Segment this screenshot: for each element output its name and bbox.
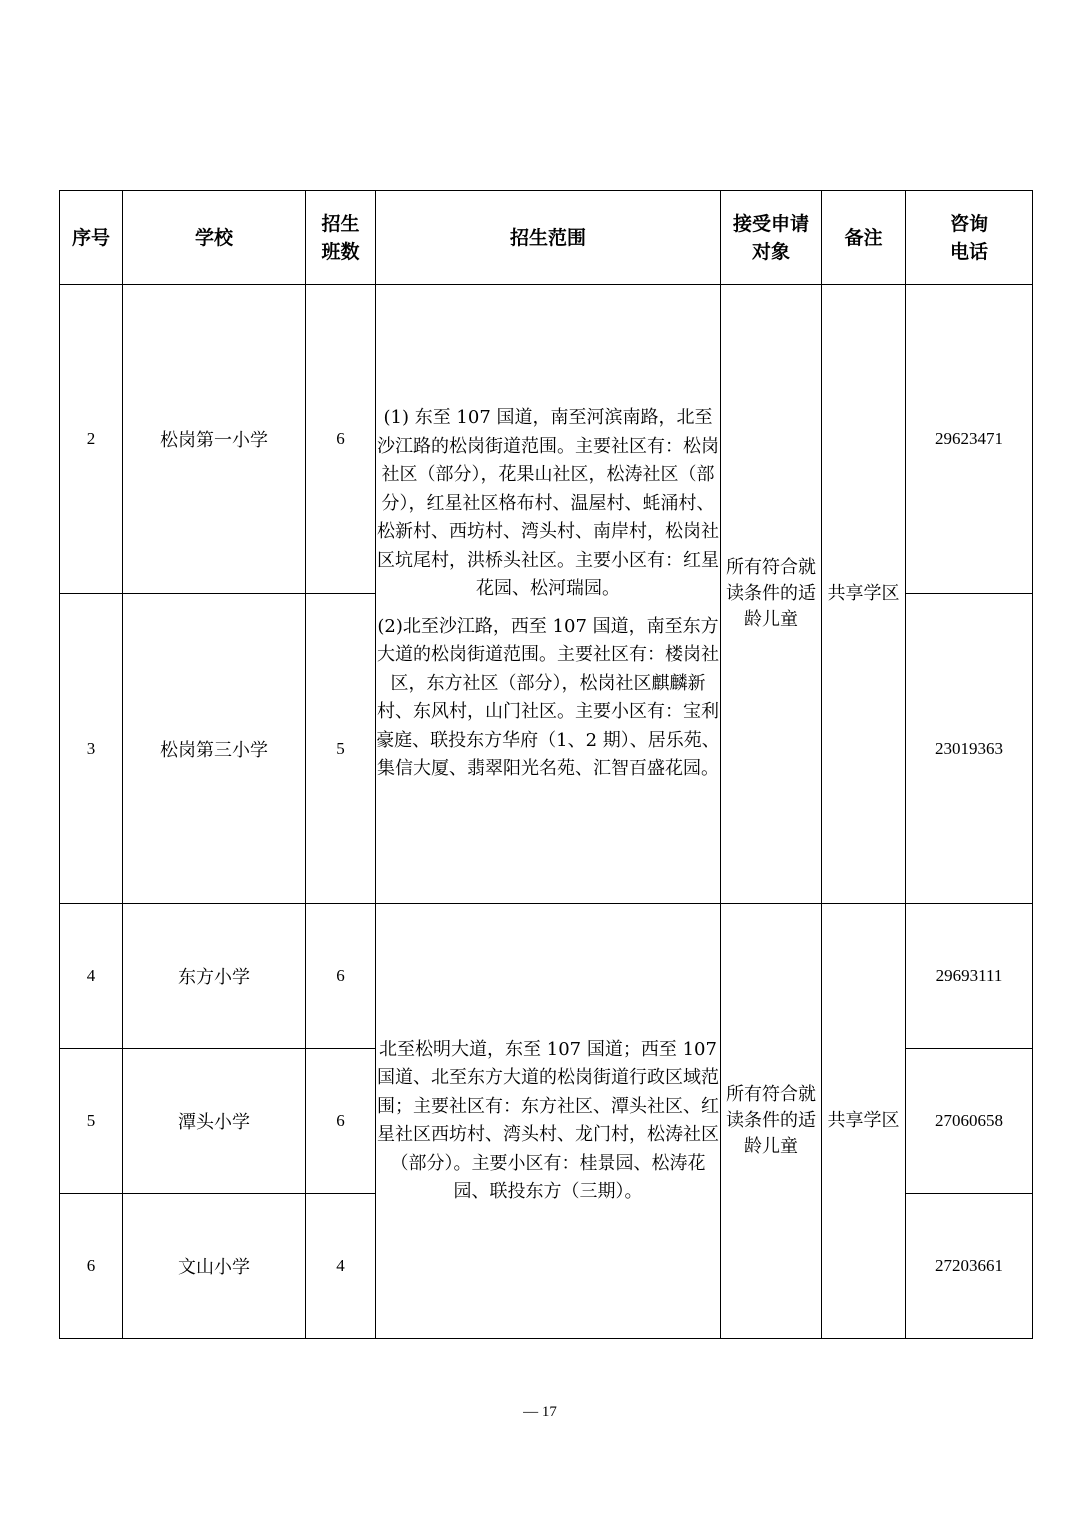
enrollment-table (59, 190, 1033, 1339)
row-classes: 6 (306, 285, 376, 594)
note-cell-group1: 共享学区 (822, 285, 906, 904)
row-phone: 27203661 (906, 1194, 1033, 1339)
row-school: 松岗第一小学 (123, 285, 306, 594)
header-scope: 招生范围 (376, 191, 721, 285)
header-school: 学校 (123, 191, 306, 285)
table-row (60, 904, 1033, 1049)
header-note: 备注 (822, 191, 906, 285)
header-row (60, 191, 1033, 285)
note-cell-group2: 共享学区 (822, 904, 906, 1339)
row-school: 文山小学 (123, 1194, 306, 1339)
row-classes: 6 (306, 904, 376, 1049)
row-classes: 6 (306, 1049, 376, 1194)
row-phone: 27060658 (906, 1049, 1033, 1194)
header-phone: 咨询电话 (906, 191, 1033, 285)
row-school: 松岗第三小学 (123, 594, 306, 904)
table-row (60, 285, 1033, 594)
row-phone: 29693111 (906, 904, 1033, 1049)
scope-paragraph-2: (2)北至沙江路，西至 107 国道，南至东方大道的松岗街道范围。主要社区有：楼岗社区，东方社区（部分），松岗社区麒麟新村、东风村，山门社区。主要小区有：宝利豪庭、联投东方华府（1、2 期）、居乐苑、集信大厦、翡翠阳光名苑、汇智百盛花园。 (376, 615, 720, 780)
header-seq: 序号 (60, 191, 123, 285)
row-school: 东方小学 (123, 904, 306, 1049)
row-phone: 23019363 (906, 594, 1033, 904)
scope-cell-group1 (376, 285, 721, 904)
row-classes: 5 (306, 594, 376, 904)
page-number: — 17 (523, 1404, 557, 1420)
scope-paragraph-3: 北至松明大道，东至 107 国道；西至 107 国道、北至东方大道的松岗街道行政区域范围；主要社区有：东方社区、潭头社区、红星社区西坊村、湾头村、龙门村，松涛社区（部分）。主要小区有：桂景园、松涛花园、联投东方（三期）。 (377, 1038, 719, 1202)
row-seq: 3 (60, 594, 123, 904)
row-school: 潭头小学 (123, 1049, 306, 1194)
header-applicants: 接受申请对象 (721, 191, 822, 285)
row-seq: 2 (60, 285, 123, 594)
row-seq: 4 (60, 904, 123, 1049)
row-seq: 6 (60, 1194, 123, 1339)
row-classes: 4 (306, 1194, 376, 1339)
scope-paragraph-1: (1) 东至 107 国道，南至河滨南路，北至沙江路的松岗街道范围。主要社区有：松岗社区（部分），花果山社区，松涛社区（部分），红星社区格布村、温屋村、蚝涌村、松新村、西坊村、湾头村、南岸村，松岗社区坑尾村，洪桥头社区。主要小区有：红星花园、松河瑞园。 (377, 407, 719, 600)
row-seq: 5 (60, 1049, 123, 1194)
row-phone: 29623471 (906, 285, 1033, 594)
header-classes: 招生班数 (306, 191, 376, 285)
applicants-cell-group2: 所有符合就读条件的适龄儿童 (721, 904, 822, 1339)
applicants-cell-group1: 所有符合就读条件的适龄儿童 (721, 285, 822, 904)
scope-cell-group2 (376, 904, 721, 1339)
